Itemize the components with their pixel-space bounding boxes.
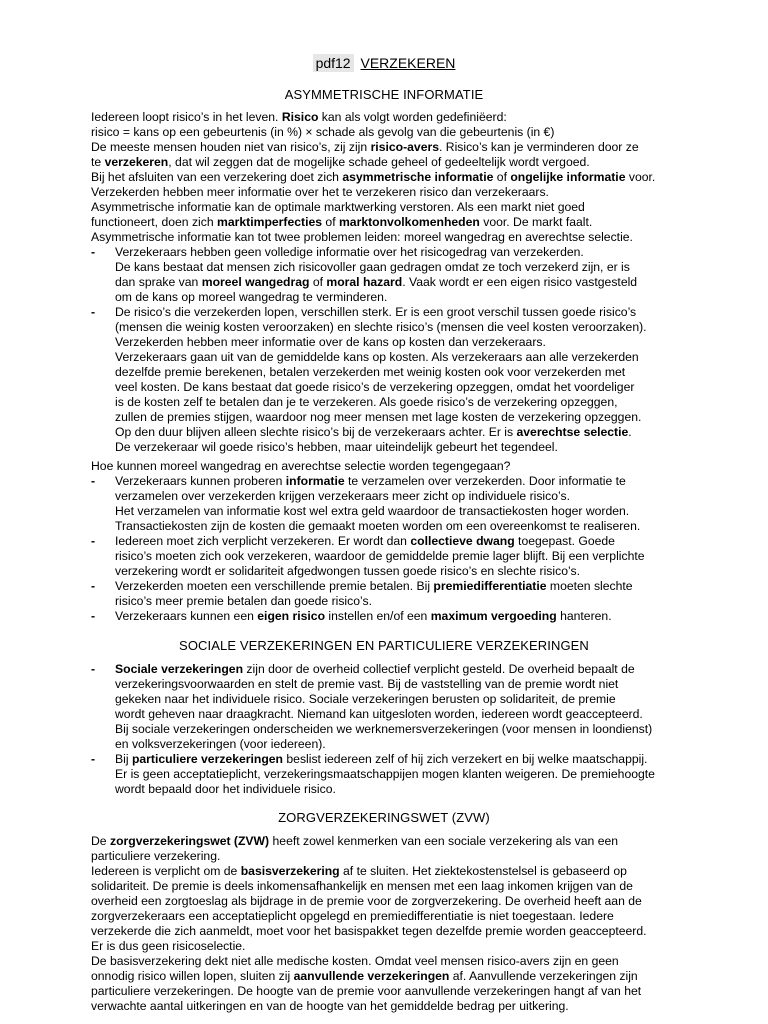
text-line bbox=[91, 707, 691, 722]
text-line bbox=[91, 350, 691, 365]
text-line bbox=[91, 125, 691, 140]
text-run: Verzekeraars gaan uit van de gemiddelde kans op kosten. Als verzekeraars aan alle verzekerden bbox=[115, 350, 639, 364]
title-main: VERZEKEREN bbox=[360, 55, 456, 71]
text-run: Er is dus geen risicoselectie. bbox=[91, 939, 246, 953]
text-run: veel kosten. De kans bestaat dat goede risico’s de verzekering opzeggen, omdat het voordeliger bbox=[115, 380, 635, 394]
text-line bbox=[91, 459, 691, 474]
bold-term: zorgverzekeringswet (ZVW) bbox=[109, 834, 270, 848]
text-run: dezelfde premie berekenen, betalen verzekerden met weinig kosten ook voor verzekerden met bbox=[115, 365, 626, 379]
text-run: De basisverzekering dekt niet alle medische kosten. Omdat veel mensen risico-avers zijn en geen bbox=[91, 954, 619, 968]
text-run: particuliere verzekering. bbox=[91, 849, 221, 863]
text-line bbox=[91, 594, 691, 609]
text-line bbox=[91, 954, 691, 969]
bold-term: verzekeren bbox=[104, 155, 169, 169]
text-line bbox=[91, 909, 691, 924]
text-run: zullen de premies stijgen, waardoor nog meer mensen met lage kosten de verzekering opzeggen. bbox=[115, 410, 642, 424]
text-run: toegepast. Goede bbox=[514, 534, 615, 548]
text-line bbox=[91, 425, 691, 440]
text-run: Iedereen moet zich verplicht verzekeren. Er wordt dan bbox=[115, 534, 411, 548]
text-run: te verzamelen over verzekerden. Door informatie te bbox=[344, 474, 626, 488]
text-run: Iedereen loopt risico’s in het leven. bbox=[91, 110, 282, 124]
text-run: of bbox=[309, 275, 327, 289]
text-line bbox=[91, 140, 691, 155]
bold-term: Sociale verzekeringen bbox=[115, 662, 244, 676]
bold-term: premiedifferentiatie bbox=[433, 579, 547, 593]
text-run: Asymmetrische informatie kan de optimale marktwerking verstoren. Als een markt niet goed bbox=[91, 200, 585, 214]
text-line bbox=[91, 230, 691, 245]
text-run: Bij bbox=[115, 752, 132, 766]
text-line bbox=[91, 864, 691, 879]
text-run: Er is geen acceptatieplicht, verzekeringsmaatschappijen mogen klanten weigeren. De premiehoogte bbox=[115, 767, 655, 781]
bold-term: marktimperfecties bbox=[217, 215, 323, 229]
text-line bbox=[91, 939, 691, 954]
text-run: wordt geheven naar draagkracht. Niemand kan uitgesloten worden, iedereen wordt geaccepteerd. bbox=[115, 707, 643, 721]
text-run: zorgverzekeraars een acceptatieplicht opgelegd en premiedifferentiatie is niet toegestaan. Iedere bbox=[91, 909, 614, 923]
text-line bbox=[91, 924, 691, 939]
text-line bbox=[91, 170, 691, 185]
bullet-line bbox=[91, 609, 691, 624]
text-line bbox=[91, 999, 691, 1014]
text-run: Iedereen is verplicht om de bbox=[91, 864, 241, 878]
text-run: en volksverzekeringen (voor iedereen). bbox=[115, 737, 326, 751]
text-run: solidariteit. De premie is deels inkomensafhankelijk en mensen met een laag inkomen krijgen van de bbox=[91, 879, 633, 893]
text-run: De bbox=[91, 834, 110, 848]
text-run: verzekering wordt er solidariteit afgedwongen tussen goede risico’s en slechte risico’s. bbox=[115, 564, 580, 578]
text-run: verzekerde die zich aanmeldt, moet voor het basispakket tegen dezelfde premie worden geaccepteerd. bbox=[91, 924, 647, 938]
text-run: om de kans op moreel wangedrag te verminderen. bbox=[115, 290, 388, 304]
bullet-line bbox=[91, 305, 691, 320]
text-line bbox=[91, 767, 691, 782]
text-run: Bij sociale verzekeringen onderscheiden we werknemersverzekeringen (voor mensen in loondienst) bbox=[115, 722, 653, 736]
text-line bbox=[91, 722, 691, 737]
text-line bbox=[91, 984, 691, 999]
section-asymmetrische-informatie bbox=[91, 110, 691, 455]
text-run: verzekeringsvoorwaarden en stelt de premie vast. Bij de vaststelling van de premie wordt niet bbox=[115, 677, 619, 691]
text-line bbox=[91, 737, 691, 752]
text-run: instellen en/of een bbox=[325, 609, 431, 623]
text-run: zijn door de overheid collectief verplicht gesteld. De overheid bepaalt de bbox=[243, 662, 635, 676]
text-line bbox=[91, 519, 691, 534]
heading-zvw: ZORGVERZEKERINGSWET (ZVW) bbox=[278, 810, 490, 825]
text-run: gekeken naar het individuele risico. Sociale verzekeringen berusten op solidariteit, de premie bbox=[115, 692, 616, 706]
text-run: risico’s moeten zich ook verzekeren, waardoor de gemiddelde premie lager blijft. Bij een verplichte bbox=[115, 549, 645, 563]
text-line bbox=[91, 155, 691, 170]
text-line bbox=[91, 290, 691, 305]
text-run: voor. De markt faalt. bbox=[479, 215, 593, 229]
text-run: hanteren. bbox=[556, 609, 612, 623]
text-run: De meeste mensen houden niet van risico’s, zij zijn bbox=[91, 140, 371, 154]
text-run: Verzekerden moeten een verschillende premie betalen. Bij bbox=[115, 579, 434, 593]
text-run: heeft zowel kenmerken van een sociale verzekering als van een bbox=[269, 834, 619, 848]
section-tegengaan bbox=[91, 459, 691, 624]
text-run: Asymmetrische informatie kan tot twee problemen leiden: moreel wangedrag en averechtse selectie. bbox=[91, 230, 633, 244]
bullet-line bbox=[91, 534, 691, 549]
bold-term: eigen risico bbox=[257, 609, 326, 623]
text-run: onnodig risico willen lopen, sluiten zij bbox=[91, 969, 294, 983]
bold-term: moreel wangedrag bbox=[201, 275, 310, 289]
text-line bbox=[91, 489, 691, 504]
text-run: Hoe kunnen moreel wangedrag en averechtse selectie worden tegengegaan? bbox=[91, 459, 511, 473]
heading-asymmetrische-informatie: ASYMMETRISCHE INFORMATIE bbox=[284, 87, 484, 102]
text-line bbox=[91, 335, 691, 350]
text-line bbox=[91, 849, 691, 864]
text-run: af. Aanvullende verzekeringen zijn bbox=[449, 969, 638, 983]
text-run: of bbox=[493, 170, 511, 184]
text-run: wordt bepaald door het individuele risico. bbox=[115, 782, 336, 796]
text-run: Het verzamelen van informatie kost wel extra geld waardoor de transactiekosten hoger worden. bbox=[115, 504, 630, 518]
text-run: overheid een zorgtoeslag als bijdrage in de premie voor de zorgverzekering. De overheid heeft aan de bbox=[91, 894, 642, 908]
text-run: Transactiekosten zijn de kosten die gemaakt moeten worden om een overeenkomst te realiseren. bbox=[115, 519, 641, 533]
text-run: verzamelen over verzekerden krijgen verzekeraars meer zicht op individuele risico’s. bbox=[115, 489, 570, 503]
text-line bbox=[91, 549, 691, 564]
text-line bbox=[91, 564, 691, 579]
title-tag: pdf12 bbox=[313, 54, 354, 72]
text-run: De risico’s die verzekerden lopen, verschillen sterk. Er is een groot verschil tussen goede risico’s bbox=[115, 305, 637, 319]
heading-sociale-particuliere: SOCIALE VERZEKERINGEN EN PARTICULIERE VERZEKERINGEN bbox=[179, 638, 589, 653]
section-sociale-particuliere bbox=[91, 662, 691, 797]
text-line bbox=[91, 395, 691, 410]
text-line bbox=[91, 410, 691, 425]
text-run: moeten slechte bbox=[546, 579, 633, 593]
bold-term: moral hazard bbox=[326, 275, 403, 289]
text-run: voor. bbox=[625, 170, 656, 184]
text-run: dan sprake van bbox=[115, 275, 202, 289]
text-line bbox=[91, 275, 691, 290]
text-run: risico’s meer premie betalen dan goede risico’s. bbox=[115, 594, 372, 608]
text-line bbox=[91, 365, 691, 380]
section-zvw bbox=[91, 834, 691, 1014]
bold-term: averechtse selectie bbox=[516, 425, 629, 439]
text-run: particuliere verzekeringen. De hoogte van de premie voor aanvullende verzekeringen hangt af van het bbox=[91, 984, 642, 998]
text-line bbox=[91, 380, 691, 395]
text-run: Verzekerden hebben meer informatie over de kans op kosten dan verzekeraars. bbox=[115, 335, 546, 349]
bold-term: asymmetrische informatie bbox=[342, 170, 494, 184]
text-run: kan als volgt worden gedefiniëerd: bbox=[318, 110, 507, 124]
text-run: Op den duur blijven alleen slechte risico’s bij de verzekeraars achter. Er is bbox=[115, 425, 517, 439]
bold-term: marktonvolkomenheden bbox=[338, 215, 480, 229]
text-run: Verzekeraars hebben geen volledige informatie over het risicogedrag van verzekerden. bbox=[115, 245, 584, 259]
bold-term: particuliere verzekeringen bbox=[131, 752, 283, 766]
text-line bbox=[91, 185, 691, 200]
bullet-line bbox=[91, 752, 691, 767]
text-run: af te sluiten. Het ziektekostenstelsel is gebaseerd op bbox=[339, 864, 627, 878]
bold-term: aanvullende verzekeringen bbox=[293, 969, 450, 983]
text-line bbox=[91, 879, 691, 894]
text-run: . Vaak wordt er een eigen risico vastgesteld bbox=[402, 275, 638, 289]
text-line bbox=[91, 834, 691, 849]
text-line bbox=[91, 260, 691, 275]
text-run: (mensen die weinig kosten veroorzaken) en slechte risico’s (mensen die veel kosten veroorzaken). bbox=[115, 320, 647, 334]
bullet-line bbox=[91, 245, 691, 260]
text-line bbox=[91, 894, 691, 909]
text-run: verwachte aantal uitkeringen en van de hoogte van het gemiddelde bedrag per uitkering. bbox=[91, 999, 569, 1013]
text-run: risico = kans op een gebeurtenis (in %) × schade als gevolg van die gebeurtenis (in €) bbox=[91, 125, 555, 139]
bold-term: risico-avers bbox=[370, 140, 439, 154]
text-line bbox=[91, 215, 691, 230]
text-run: Verzekeraars kunnen proberen bbox=[115, 474, 286, 488]
text-line bbox=[91, 677, 691, 692]
text-run: De kans bestaat dat mensen zich risicovoller gaan gedragen omdat ze toch verzekerd zijn, er is bbox=[115, 260, 630, 274]
bold-term: maximum vergoeding bbox=[430, 609, 557, 623]
text-line bbox=[91, 692, 691, 707]
text-run: . bbox=[628, 425, 632, 439]
bold-term: collectieve dwang bbox=[410, 534, 515, 548]
text-line bbox=[91, 969, 691, 984]
text-run: Verzekeraars kunnen een bbox=[115, 609, 258, 623]
text-line bbox=[91, 504, 691, 519]
text-run: beslist iedereen zelf of hij zich verzekert en bij welke maatschappij. bbox=[283, 752, 648, 766]
bold-term: Risico bbox=[281, 110, 319, 124]
text-run: Bij het afsluiten van een verzekering doet zich bbox=[91, 170, 343, 184]
bullet-line bbox=[91, 662, 691, 677]
text-line bbox=[91, 200, 691, 215]
text-run: of bbox=[322, 215, 339, 229]
text-run: De verzekeraar wil goede risico’s hebben, maar uiteindelijk gebeurt het tegendeel. bbox=[115, 440, 558, 454]
text-line bbox=[91, 110, 691, 125]
bullet-line bbox=[91, 579, 691, 594]
bold-term: ongelijke informatie bbox=[510, 170, 626, 184]
bold-term: basisverzekering bbox=[240, 864, 340, 878]
bullet-line bbox=[91, 474, 691, 489]
text-line bbox=[91, 320, 691, 335]
text-run: te bbox=[91, 155, 105, 169]
text-run: Verzekerden hebben meer informatie over het te verzekeren risico dan verzekeraars. bbox=[91, 185, 549, 199]
bold-term: informatie bbox=[285, 474, 345, 488]
text-run: , dat wil zeggen dat de mogelijke schade geheel of gedeeltelijk wordt vergoed. bbox=[168, 155, 590, 169]
text-line bbox=[91, 440, 691, 455]
text-line bbox=[91, 782, 691, 797]
text-run: . Risico’s kan je verminderen door ze bbox=[439, 140, 639, 154]
text-run: is de kosten zelf te betalen dan je te verzekeren. Als goede risico’s de verzekering opzeggen, bbox=[115, 395, 618, 409]
page-title bbox=[0, 55, 768, 71]
text-run: functioneert, doen zich bbox=[91, 215, 218, 229]
